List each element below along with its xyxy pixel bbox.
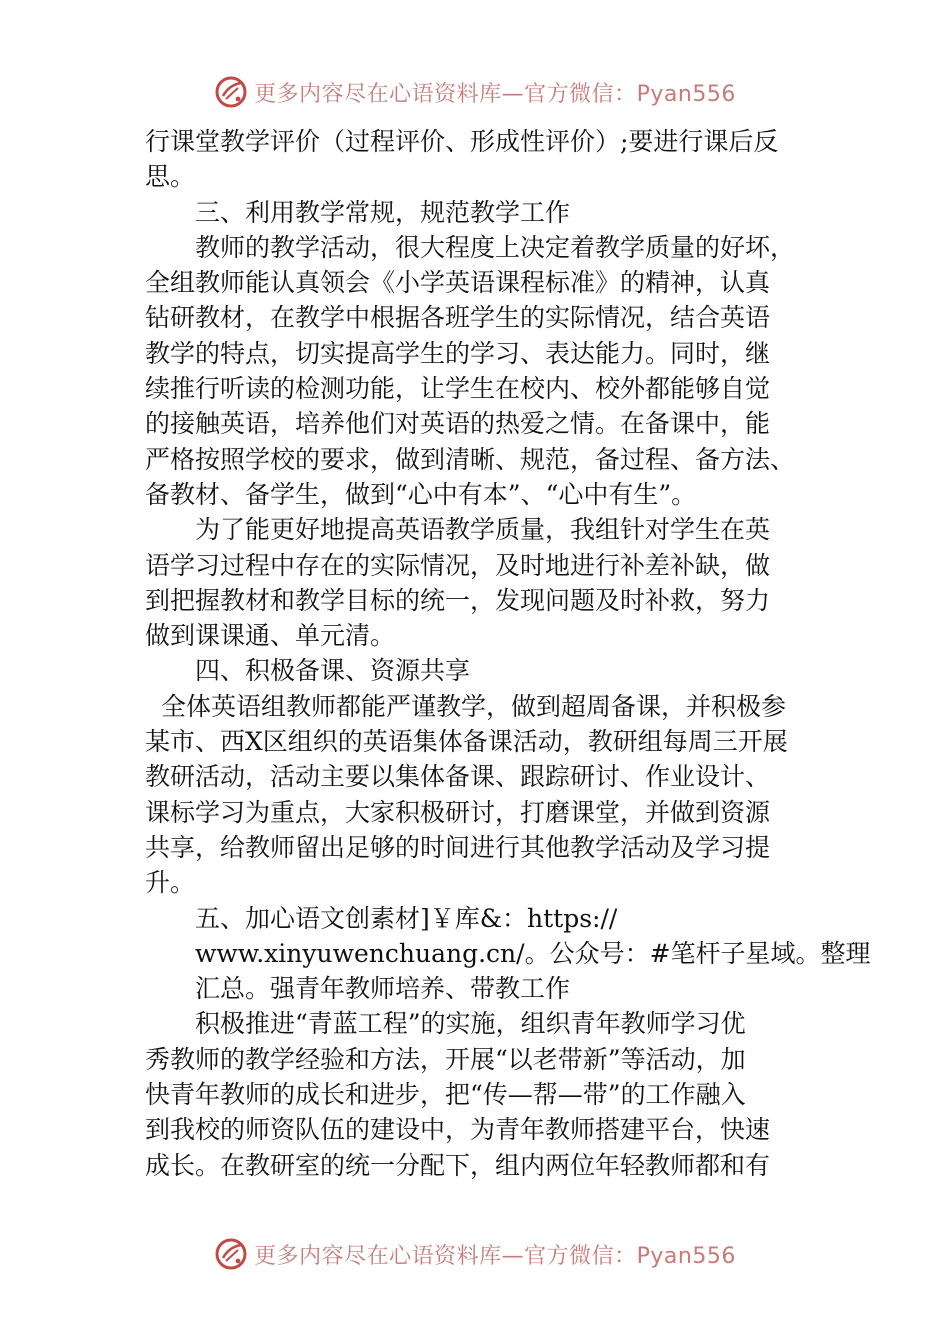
text-line: 语学习过程中存在的实际情况，及时地进行补差补缺，做 <box>145 550 771 580</box>
text-line: 快青年教师的成长和进步，把“传—帮—带”的工作融入 <box>145 1080 746 1110</box>
text-line: 为了能更好地提高英语教学质量，我组针对学生在英 <box>195 515 771 545</box>
section-heading: 五、加心语文创素材]￥库&：https:// <box>195 903 618 933</box>
text-line: 到把握教材和教学目标的统一，发现问题及时补救，努力 <box>145 585 771 615</box>
text-line: 某市、西X区组织的英语集体备课活动，教研组每周三开展 <box>145 727 788 757</box>
watermark-text: 更多内容尽在心语资料库—官方微信：Pyan556 <box>254 1243 736 1269</box>
text-line: 思。 <box>145 162 196 192</box>
section-heading: 四、积极备课、资源共享 <box>195 656 471 686</box>
text-line: 教师的教学活动，很大程度上决定着教学质量的好坏， <box>195 232 796 262</box>
text-line: 课标学习为重点，大家积极研讨，打磨课堂，并做到资源 <box>145 797 771 827</box>
text-line: 到我校的师资队伍的建设中，为青年教师搭建平台，快速 <box>145 1115 771 1145</box>
watermark-text: 更多内容尽在心语资料库—官方微信：Pyan556 <box>254 81 736 107</box>
footer-watermark <box>0 1230 950 1278</box>
text-line: 教研活动，活动主要以集体备课、跟踪研讨、作业设计、 <box>145 762 771 792</box>
text-line: 备教材、备学生，做到“心中有本”、“心中有生”。 <box>145 479 697 509</box>
text-line: 做到课课通、单元清。 <box>145 621 396 651</box>
text-line: 教学的特点，切实提高学生的学习、表达能力。同时，继 <box>145 338 771 368</box>
watermark-logo-icon <box>214 75 248 109</box>
text-line: 严格按照学校的要求，做到清晰、规范，备过程、备方法、 <box>145 444 796 474</box>
text-line: 共享，给教师留出足够的时间进行其他教学活动及学习提 <box>145 832 771 862</box>
text-line: 的接触英语，培养他们对英语的热爱之情。在备课中，能 <box>145 409 771 439</box>
watermark-logo-icon <box>214 1237 248 1271</box>
section-heading: 三、利用教学常规，规范教学工作 <box>195 197 571 227</box>
text-line: 续推行听读的检测功能，让学生在校内、校外都能够自觉 <box>145 374 771 404</box>
text-line: www.xinyuwenchuang.cn/。公众号：#笔杆子星域。整理 <box>195 938 871 968</box>
text-line: 行课堂教学评价（过程评价、形成性评价）;要进行课后反 <box>145 127 779 156</box>
text-line: 升。 <box>145 868 196 898</box>
text-line: 全组教师能认真领会《小学英语课程标准》的精神，认真 <box>145 268 771 298</box>
text-line: 积极推进“青蓝工程”的实施，组织青年教师学习优 <box>195 1009 746 1039</box>
text-line: 汇总。强青年教师培养、带教工作 <box>195 974 571 1004</box>
text-line: 钻研教材，在教学中根据各班学生的实际情况，结合英语 <box>145 303 771 333</box>
text-line: 秀教师的教学经验和方法，开展“以老带新”等活动，加 <box>145 1044 746 1074</box>
document-body <box>145 124 871 1183</box>
text-line: 全体英语组教师都能严谨教学，做到超周备课，并积极参 <box>161 691 787 721</box>
header-watermark <box>0 68 950 116</box>
text-line: 成长。在教研室的统一分配下，组内两位年轻教师都和有 <box>145 1150 771 1180</box>
